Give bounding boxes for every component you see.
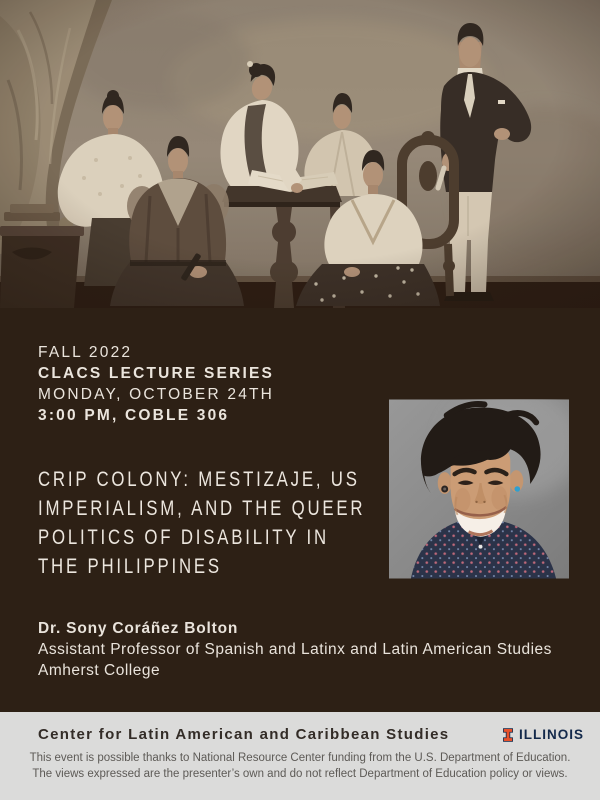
lecture-title-line: CRIP COLONY: MESTIZAJE, US [38,468,360,491]
event-info [38,342,274,426]
lecture-title-line: POLITICS OF DISABILITY IN [38,526,329,549]
speaker-name: Dr. Sony Coráñez Bolton [38,620,239,637]
funding-disclaimer [0,750,600,782]
event-date: MONDAY, OCTOBER 24TH [38,386,275,403]
footer-bar [0,712,600,800]
illinois-wordmark: ILLINOIS [519,727,584,742]
event-time-location: 3:00 PM, COBLE 306 [38,407,230,424]
organization-name: Center for Latin American and Caribbean Studies [38,726,450,743]
series-name: CLACS LECTURE SERIES [38,365,275,382]
block-i-icon [503,728,513,742]
speaker-info [38,618,552,681]
lecture-title [38,465,365,581]
speaker-portrait-photo [389,399,569,579]
speaker-role: Assistant Professor of Spanish and Latinx and Latin American Studies [38,641,552,658]
footer-row [0,712,600,743]
historical-group-photo [0,0,600,308]
disclaimer-line: This event is possible thanks to National Resource Center funding from the U.S. Department of Education. [29,752,571,764]
illinois-logo [503,727,584,742]
lecture-title-line: IMPERIALISM, AND THE QUEER [38,497,366,520]
lecture-title-line: THE PHILIPPINES [38,555,222,578]
event-season: FALL 2022 [38,344,133,361]
disclaimer-line: The views expressed are the presenter’s own and do not reflect Department of Education policy or views. [32,768,568,780]
speaker-affiliation: Amherst College [38,662,161,679]
